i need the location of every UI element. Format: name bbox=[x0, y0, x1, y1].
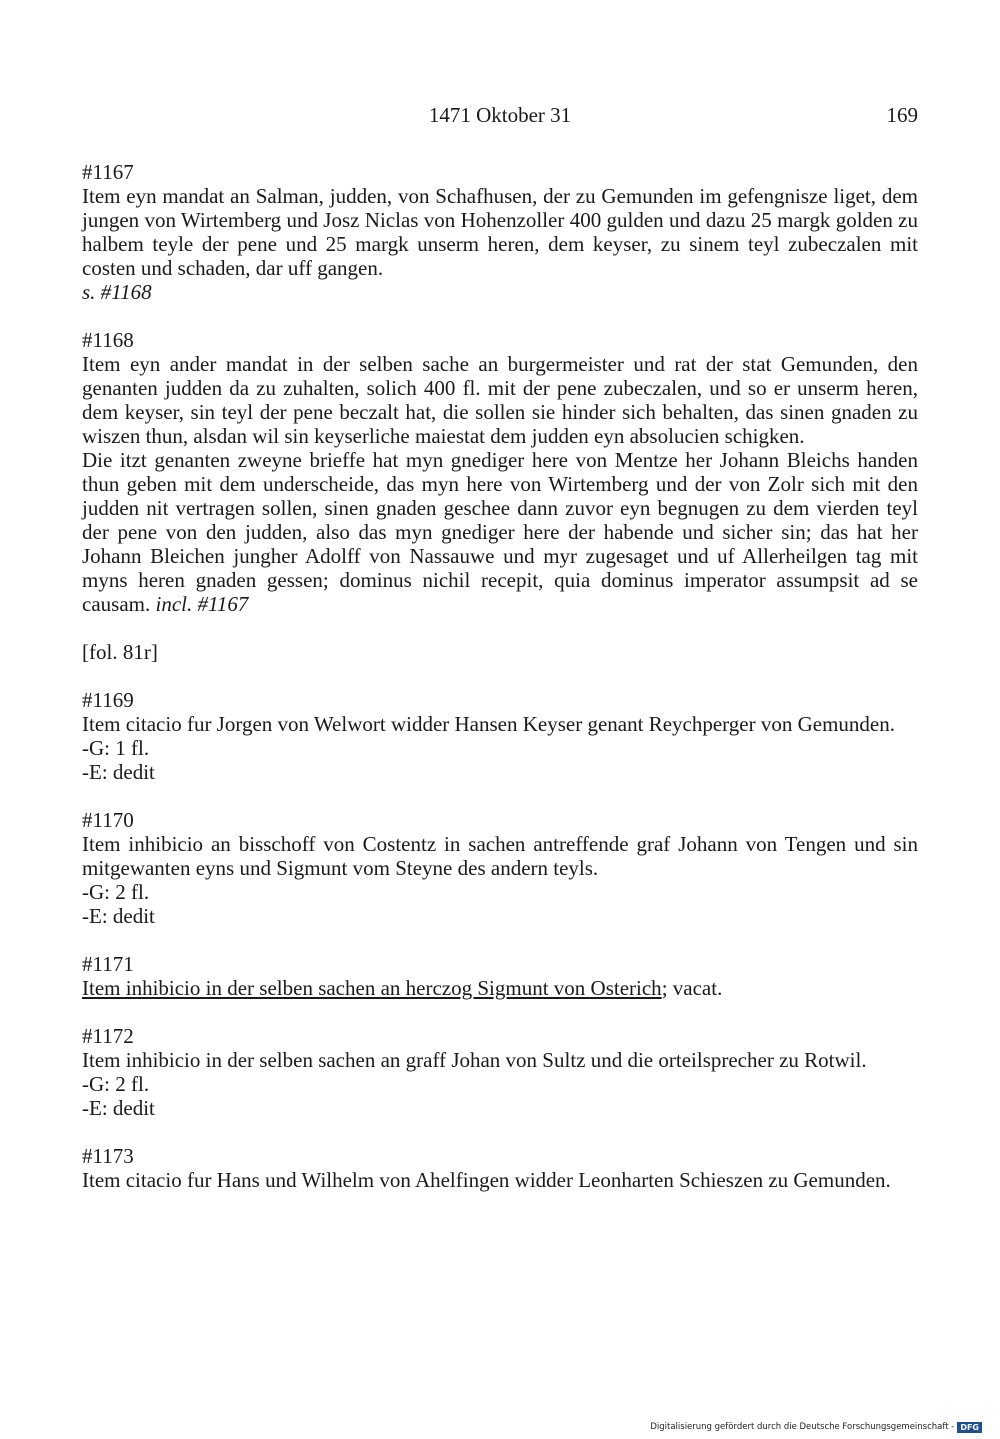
fee-g: -G: 2 fl. bbox=[82, 880, 150, 904]
entry-1167 bbox=[82, 160, 918, 304]
entry-1173 bbox=[82, 1144, 918, 1192]
cross-reference: incl. #1167 bbox=[155, 592, 249, 616]
entry-number: #1168 bbox=[82, 328, 134, 352]
fee-e: -E: dedit bbox=[82, 904, 155, 928]
entry-text-underlined: Item inhibicio in der selben sachen an herczog Sigmunt von Osterich bbox=[82, 976, 662, 1000]
dfg-logo-icon: DFG bbox=[957, 1422, 982, 1433]
entry-1169 bbox=[82, 688, 918, 784]
entry-number: #1167 bbox=[82, 160, 134, 184]
entry-number: #1173 bbox=[82, 1144, 134, 1168]
page-title: 1471 Oktober 31 bbox=[428, 103, 572, 127]
entry-number: #1170 bbox=[82, 808, 134, 832]
page-number: 169 bbox=[886, 103, 918, 127]
entry-text-line bbox=[82, 976, 918, 1000]
entry-text-2: Die itzt genanten zweyne brieffe hat myn gnediger here von Mentze her Johann Bleichs handen thun geben mit dem underscheide, das myn here von Wirtemberg und der von Zolr sich mit den judden nit vertragen sollen, sinen gnaden geschee dann zuvor eyn begnugen zu dem vierden teyl der pene von den judden, also das myn gnediger here der habende und sicher sin; das hat her Johann Bleichen jungher Adolff von Nassauwe und myr zugesaget und uf Allerheilgen tag mit myns heren gnaden gessen; dominus nichil recepit, quia dominus imperator assumpsit ad se causam. bbox=[82, 448, 918, 616]
entry-suffix: ; vacat. bbox=[661, 976, 723, 1000]
entry-number: #1171 bbox=[82, 952, 134, 976]
entry-1168 bbox=[82, 328, 918, 616]
page-header bbox=[82, 100, 918, 130]
entry-text: Item citacio fur Jorgen von Welwort widder Hansen Keyser genant Reychperger von Gemunden. bbox=[82, 712, 895, 736]
folio-marker: [fol. 81r] bbox=[82, 640, 158, 664]
fee-e: -E: dedit bbox=[82, 760, 155, 784]
entry-1170 bbox=[82, 808, 918, 928]
footer-credit bbox=[650, 1421, 982, 1433]
footer-text: Digitalisierung gefördert durch die Deutsche Forschungsgemeinschaft - bbox=[650, 1422, 955, 1432]
fee-g: -G: 2 fl. bbox=[82, 1072, 150, 1096]
entry-text-continued bbox=[82, 448, 918, 616]
cross-reference: s. #1168 bbox=[82, 280, 152, 304]
entry-text: Item eyn mandat an Salman, judden, von Schafhusen, der zu Gemunden im gefengnisze liget, dem jungen von Wirtemberg und Josz Niclas von Hohenzoller 400 gulden und dazu 25 margk golden zu halbem teyle der pene und 25 margk unserm heren, dem keyser, zu sinem teyl zubeczalen mit costen und schaden, dar uff gangen. bbox=[82, 184, 918, 280]
entry-text: Item inhibicio in der selben sachen an graff Johan von Sultz und die orteilsprecher zu Rotwil. bbox=[82, 1048, 867, 1072]
entry-1172 bbox=[82, 1024, 918, 1120]
fee-g: -G: 1 fl. bbox=[82, 736, 150, 760]
fee-e: -E: dedit bbox=[82, 1096, 155, 1120]
entry-text: Item inhibicio an bisschoff von Costentz in sachen antreffende graf Johann von Tengen und sin mitgewanten eyns und Sigmunt vom Steyne des andern teyls. bbox=[82, 832, 918, 880]
document-body bbox=[82, 160, 918, 1216]
entry-1171 bbox=[82, 952, 918, 1000]
entry-text: Item eyn ander mandat in der selben sache an burgermeister und rat der stat Gemunden, den genanten judden da zu zuhalten, solich 400 fl. mit der pene zubeczalen, und so er unserm heren, dem keyser, sin teyl der pene beczalt hat, die sollen sie hinder sich behalten, das sinen gnaden zu wiszen thun, alsdan wil sin keyserliche maiestat dem judden eyn absolucien schigken. bbox=[82, 352, 918, 448]
entry-text: Item citacio fur Hans und Wilhelm von Ahelfingen widder Leonharten Schieszen zu Gemunden. bbox=[82, 1168, 891, 1192]
entry-number: #1169 bbox=[82, 688, 134, 712]
entry-number: #1172 bbox=[82, 1024, 134, 1048]
